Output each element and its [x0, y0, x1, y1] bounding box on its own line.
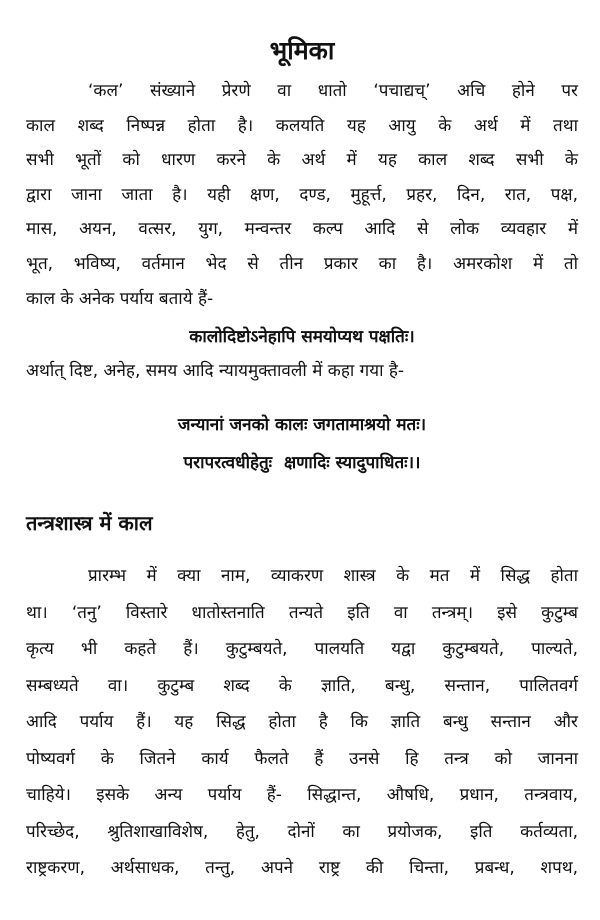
verse-block [26, 406, 578, 482]
section-line: चाहिये। इसके अन्य पर्याय हैं- सिद्धान्त, औषधि, प्रधान, तन्त्रवाय, [26, 785, 578, 806]
section-line: आदि पर्याय हैं। यह सिद्ध होता है कि ज्ञाति बन्धु सन्तान और [26, 712, 578, 733]
intro-line: ‘कल’ संख्याने प्रेरणे वा धातो ‘पचाद्यच्’ अचि होने पर [88, 81, 578, 101]
section-paragraph [26, 558, 578, 887]
verse-line: जन्यानां जनको कालः जगतामाश्रयो मतः। [177, 415, 427, 436]
after-verse-text: अर्थात् दिष्ट, अनेह, समय आदि न्यायमुक्तावली में कहा गया है- [26, 361, 405, 382]
section-line: पोष्यवर्ग के जितने कार्य फैलते हैं उनसे हि तन्त्र को जानना [26, 748, 578, 769]
section-heading: तन्त्रशास्त्र में काल [26, 511, 153, 536]
verse-line: परापरत्वधीहेतुः क्षणादिः स्यादुपाधितः।। [183, 453, 421, 474]
intro-paragraph [26, 74, 578, 316]
section-line: राष्ट्रकरण, अर्थसाधक, तन्तु, अपने राष्ट्र की चिन्ता, प्रबन्ध, शपथ, [26, 858, 578, 879]
intro-line: द्वारा जाना जाता है। यही क्षण, दण्ड, मुहूर्त्त, प्रहर, दिन, रात, पक्ष, [26, 184, 578, 205]
intro-line: काल शब्द निष्पन्न होता है। कलयति यह आयु के अर्थ में तथा [26, 115, 578, 136]
section-line: कृत्य भी कहते हैं। कुटुम्बयते, पालयति यद्वा कुटुम्बयते, पाल्यते, [26, 639, 578, 660]
verse-amarkosha: कालोदिष्टोऽनेहापि समयोप्यथ पक्षतिः। [189, 327, 415, 348]
section-line: परिच्छेद, श्रुतिशाखाविशेष, हेतु, दोनों का प्रयोजक, इति कर्तव्यता, [26, 821, 578, 842]
section-line: था। ‘तनु’ विस्तारे धातोस्तनाति तन्यते इति वा तन्त्रम्। इसे कुटुम्ब [26, 602, 578, 623]
intro-line: काल के अनेक पर्याय बताये हैं- [26, 288, 214, 309]
page-title: भूमिका [269, 36, 335, 65]
intro-line: मास, अयन, वत्सर, युग, मन्वन्तर कल्प आदि से लोक व्यवहार में [26, 219, 578, 240]
section-line: सम्बध्यते वा। कुटुम्ब शब्द के ज्ञाति, बन्धु, सन्तान, पालितवर्ग [26, 675, 578, 696]
intro-line: भूत, भविष्य, वर्तमान भेद से तीन प्रकार का है। अमरकोश में तो [26, 253, 578, 274]
intro-line: सभी भूतों को धारण करने के अर्थ में यह काल शब्द सभी के [26, 150, 578, 171]
section-line: प्रारम्भ में क्या नाम, व्याकरण शास्त्र के मत में सिद्ध होता [88, 566, 578, 587]
